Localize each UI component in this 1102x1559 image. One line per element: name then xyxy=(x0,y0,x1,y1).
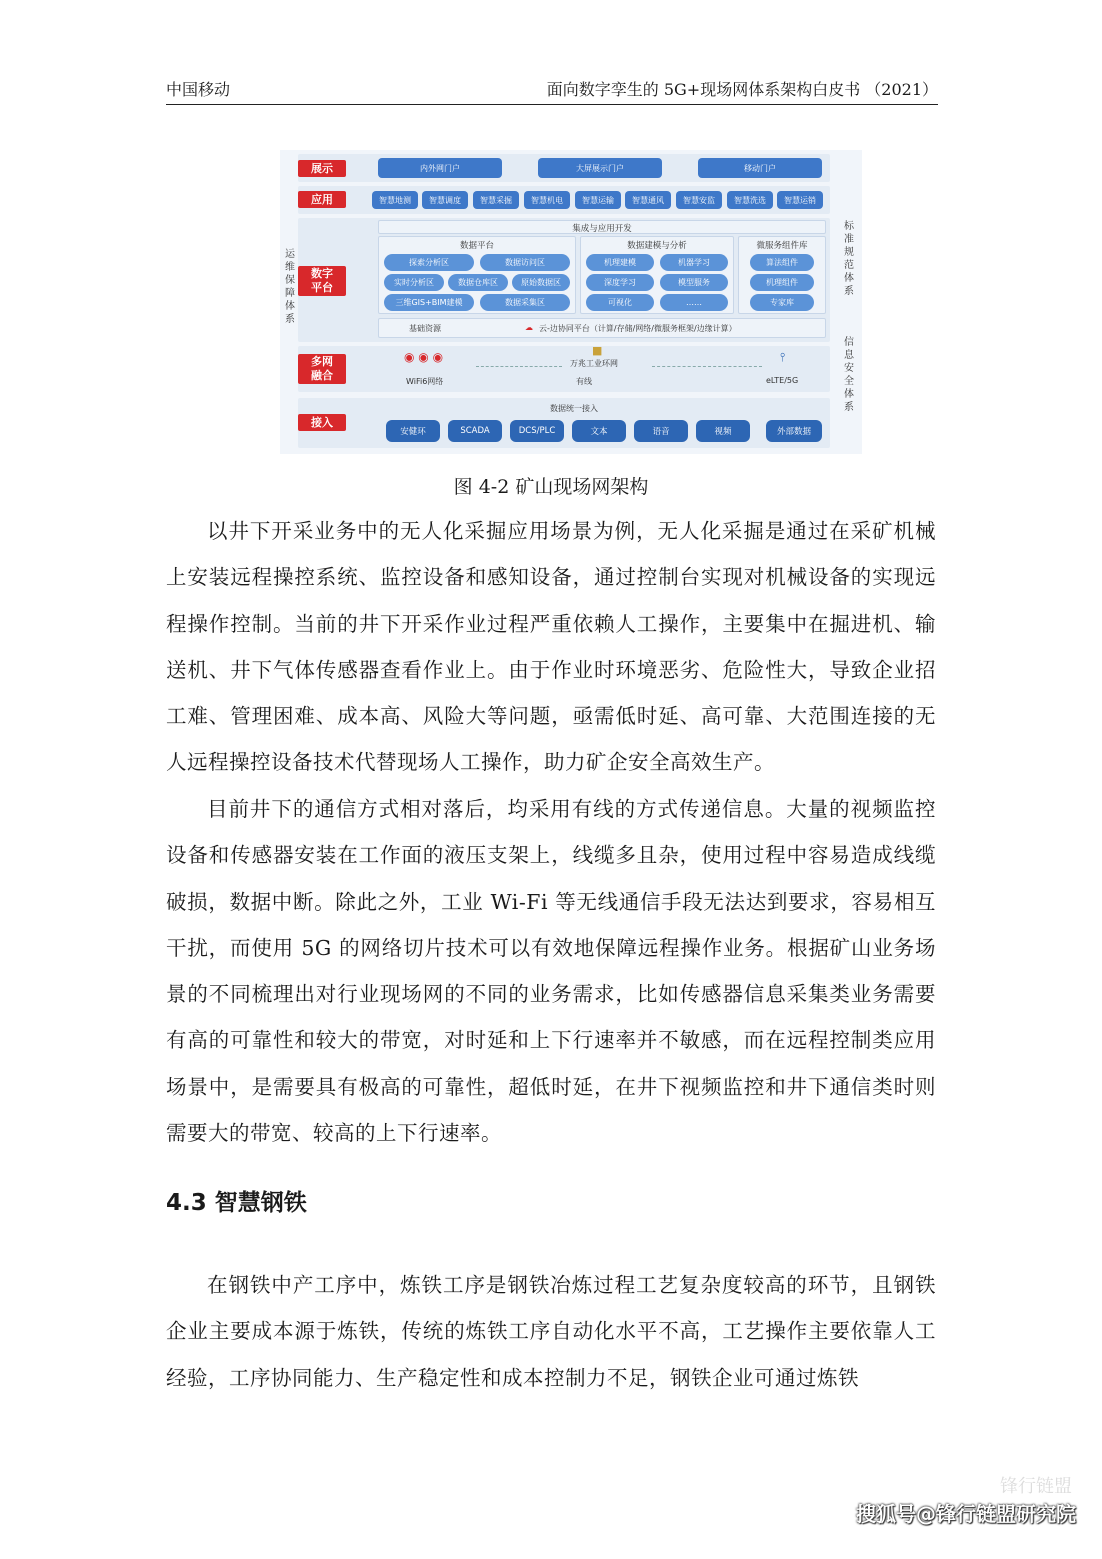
microservice-item: 专家库 xyxy=(750,294,814,311)
data-platform-item: 实时分析区 xyxy=(384,274,444,291)
page-header xyxy=(166,78,938,105)
application-item: 智慧安监 xyxy=(676,191,722,209)
tag-digital-platform: 数字平台 xyxy=(298,266,346,296)
data-platform-title: 数据平台 xyxy=(459,241,494,251)
access-item: SCADA xyxy=(448,420,502,442)
access-item: DCS/PLC xyxy=(510,420,564,442)
wired-label: 有线 xyxy=(576,377,592,386)
access-item: 外部数据 xyxy=(766,420,822,442)
section-heading xyxy=(166,1184,307,1217)
cloud-icon: ☁ xyxy=(525,323,533,332)
data-platform-item: 数据访问区 xyxy=(480,254,570,271)
access-item: 安健环 xyxy=(386,420,440,442)
cloud-edge-label: 云-边协同平台（计算/存储/网络/微服务框架/边缘计算） xyxy=(539,324,737,333)
tag-network: 多网融合 xyxy=(298,354,346,384)
application-item: 智慧调度 xyxy=(422,191,468,209)
access-item: 视频 xyxy=(696,420,750,442)
tag-application: 应用 xyxy=(298,191,346,208)
data-platform-item: 探索分析区 xyxy=(384,254,474,271)
architecture-figure xyxy=(280,150,862,454)
display-item: 大屏展示门户 xyxy=(538,158,662,178)
data-platform-item: 数据仓库区 xyxy=(448,274,508,291)
watermark: 搜狐号@锋行链盟研究院 xyxy=(856,1502,1076,1526)
microservice-item: 算法组件 xyxy=(750,254,814,271)
access-item: 语音 xyxy=(634,420,688,442)
application-item: 智慧地测 xyxy=(372,191,418,209)
access-title: 数据统一接入 xyxy=(550,404,598,413)
modeling-item: 深度学习 xyxy=(586,274,654,291)
display-item: 内外网门户 xyxy=(378,158,502,178)
ring-label: 万兆工业环网 xyxy=(570,359,618,368)
integration-label: 集成与应用开发 xyxy=(572,224,632,234)
elte-label: eLTE/5G xyxy=(766,376,799,385)
base-station-icon: ⫯ xyxy=(780,350,786,364)
section-number: 4.3 xyxy=(166,1190,207,1216)
tag-display: 展示 xyxy=(298,160,346,177)
base-resource-label: 基础资源 xyxy=(409,324,441,333)
section-title: 智慧钢铁 xyxy=(214,1190,307,1216)
application-item: 智慧运销 xyxy=(777,191,823,209)
application-item: 智慧洗选 xyxy=(727,191,773,209)
paragraph-1: 以井下开采业务中的无人化采掘应用场景为例，无人化采掘是通过在采矿机械上安装远程操控系统、监控设备和感知设备，通过控制台实现对机械设备的实现远程操作控制。当前的井下开采作业过程严重依赖人工操作，主要集中在掘进机、输送机、井下气体传感器查看作业上。由于作业时环境恶劣、危险性大，导致企业招工难、管理困难、成本高、风险大等问题，亟需低时延、高可靠、大范围连接的无人远程操控设备技术代替现场人工操作，助力矿企安全高效生产。 xyxy=(166,519,936,775)
access-item: 文本 xyxy=(572,420,626,442)
paragraph-3: 在钢铁中产工序中，炼铁工序是钢铁冶炼过程工艺复杂度较高的环节，且钢铁企业主要成本源于炼铁，传统的炼铁工序自动化水平不高，工艺操作主要依靠人工经验，工序协同能力、生产稳定性和成本控制力不足，钢铁企业可通过炼铁 xyxy=(166,1273,936,1390)
paragraph-2: 目前井下的通信方式相对落后，均采用有线的方式传递信息。大量的视频监控设备和传感器安装在工作面的液压支架上，线缆多且杂，使用过程中容易造成线缆破损，数据中断。除此之外，工业 Wi-Fi 等无线通信手段无法达到要求，容易相互干扰，而使用 5G 的网络切片技术可以有效地保障远程操作业务。根据矿山业务场景的不同梳理出对行业现场网的不同的业务需求，比如传感器信息采集类业务需要有高的可靠性和较大的带宽，对时延和上下行速率并不敏感，而在远程控制类应用场景中，是需要具有极高的可靠性，超低时延，在井下视频监控和井下通信类时则需要大的带宽、较高的上下行速率。 xyxy=(166,797,936,1146)
microservice-title: 微服务组件库 xyxy=(756,241,808,251)
base-resource-box xyxy=(378,318,826,338)
modeling-item: 可视化 xyxy=(586,294,654,311)
right-vertical-bottom-label: 信息安全体系 xyxy=(844,337,854,413)
left-vertical-label: 运维保障体系 xyxy=(285,249,295,325)
figure-caption: 图 4-2 矿山现场网架构 xyxy=(453,476,649,498)
right-vertical-top-label: 标准规范体系 xyxy=(844,221,854,297)
tag-access: 接入 xyxy=(298,414,346,431)
data-platform-item: 原始数据区 xyxy=(512,274,570,291)
wifi-label: WiFi6网络 xyxy=(406,377,444,386)
application-item: 智慧运输 xyxy=(575,191,621,209)
application-item: 智慧采掘 xyxy=(473,191,519,209)
header-left: 中国移动 xyxy=(166,80,231,99)
modeling-item: 机理建模 xyxy=(586,254,654,271)
modeling-item: …… xyxy=(660,294,728,311)
application-item: 智慧机电 xyxy=(524,191,570,209)
display-item: 移动门户 xyxy=(698,158,822,178)
ring-network-icon: ■ xyxy=(592,344,603,357)
watermark-faded: 锋行链盟 xyxy=(1000,1476,1072,1497)
wifi-router-icon: ◉ ◉ ◉ xyxy=(404,350,444,364)
modeling-title: 数据建模与分析 xyxy=(627,241,687,251)
data-platform-item: 三维GIS+BIM建模 xyxy=(384,294,474,311)
application-item: 智慧通风 xyxy=(625,191,671,209)
modeling-item: 机器学习 xyxy=(660,254,728,271)
data-platform-item: 数据采集区 xyxy=(480,294,570,311)
header-right: 面向数字孪生的 5G+现场网体系架构白皮书 （2021） xyxy=(546,80,938,99)
microservice-item: 机理组件 xyxy=(750,274,814,291)
modeling-item: 模型服务 xyxy=(660,274,728,291)
